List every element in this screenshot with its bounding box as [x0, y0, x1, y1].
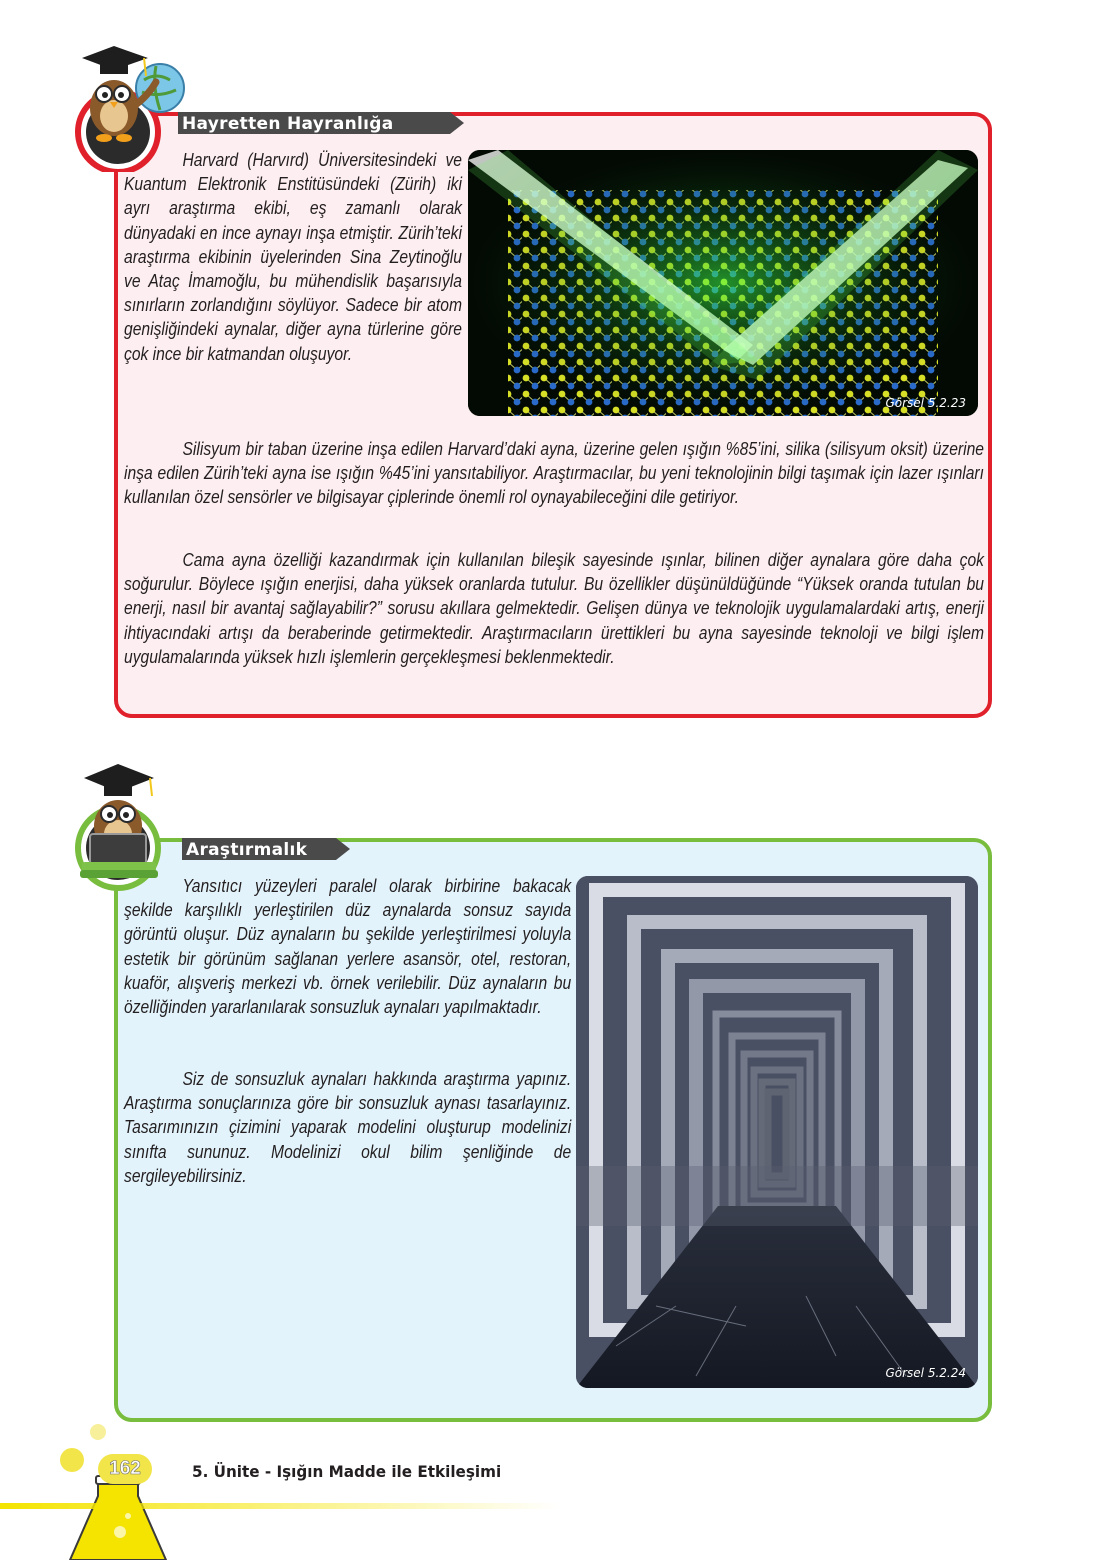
section2-tab — [182, 838, 350, 870]
owl-laptop-mascot-icon — [56, 752, 186, 892]
section2-paragraph-2: Siz de sonsuzluk aynaları hakkında araştırma yapınız. Araştırma sonuçlarınıza göre bir sonsuzluk aynası tasarlayınız. Tasarımınızın çizimini yaparak modelini oluşturup modelinizi sınıfta sununuz. Modelinizi okul bilim şenliğinde de sergileyebilirsiniz. — [124, 1069, 572, 1186]
thinnest-mirror-image — [468, 150, 978, 416]
section2-title: Araştırmalık — [186, 840, 308, 860]
atomic-lattice-illustration — [468, 150, 978, 416]
image-caption-2: Görsel 5.2.24 — [885, 1366, 966, 1380]
section2-paragraph-1: Yansıtıcı yüzeyleri paralel olarak birbirine bakacak şekilde karşılıklı yerleştirilen düz aynalarda sonsuz sayıda görüntü oluşur. Düz aynaların bu şekilde yerleştirilmesi yoluyla estetik bir görünüm sağlanan yerlere asansör, otel, restoran, kuaför, alışveriş merkezi vb. örnek verilebilir. Düz aynaların bu özelliğinden yararlanılarak sonsuzluk aynaları yapılmaktadır. — [124, 876, 572, 1018]
flask-decoration-icon — [58, 1420, 178, 1560]
image-caption-1: Görsel 5.2.23 — [885, 396, 966, 410]
section1-intro-paragraph: Harvard (Harvırd) Üniversitesindeki ve Kuantum Elektronik Enstitüsündeki (Zürih) iki ayrı araştırma ekibi, eş zamanlı olarak dünyadaki en ince aynayı inşa etmiştir. Zürih’teki araştırma ekibinin üyelerinden Sina Zeytinoğlu ve Ataç İmamoğlu, bu mühendislik başarısıyla sınırların zorlandığını söylüyor. Sadece bir atom genişliğindeki aynalar, diğer ayna türlerine göre çok ince bir katmandan oluşuyor. — [124, 150, 462, 364]
infinity-mirror-elevator-image — [576, 876, 978, 1388]
footer-line — [0, 1503, 560, 1509]
section1-tab — [178, 112, 464, 144]
section1-paragraph-2: Silisyum bir taban üzerine inşa edilen Harvard’daki ayna, üzerine gelen ışığın %85’ini, silika (silisyum oksit) üzerine inşa edilen Zürih’teki ayna ise ışığın %45’ini yansıtabiliyor. Araştırmacılar, bu yeni teknolojinin bilgi taşımak için lazer ışınları kullanılan özel sensörler ve bilgisayar çiplerinde önemli rol oynayabileceğini dile getiriyor. — [124, 439, 985, 508]
page-number: 162 — [98, 1454, 152, 1484]
infinity-mirror-illustration — [576, 876, 978, 1388]
section1-title: Hayretten Hayranlığa — [182, 114, 394, 134]
section1-paragraph-3: Cama ayna özelliği kazandırmak için kullanılan bileşik sayesinde ışınlar, bilinen diğer aynalara göre daha çok soğurulur. Böylece ışığın enerjisi, daha yüksek oranlarda tutulur. Bu özellikler düşünüldüğünde “Yüksek oranda tutulan bu enerji, nasıl bir avantaj sağlayabilir?” sorusu akıllara gelmektedir. Gelişen dünya ve teknolojik uygulamalardaki artış, enerji ihtiyacındaki artışı da beraberinde getirmektedir. Araştırmacıların ürettikleri bu ayna sayesinde teknoloji ve bilgi işlem uygulamalarında yüksek hızlı işlemlerin gerçekleşmesi beklenmektedir. — [124, 550, 985, 667]
unit-title: 5. Ünite - Işığın Madde ile Etkileşimi — [192, 1462, 502, 1481]
